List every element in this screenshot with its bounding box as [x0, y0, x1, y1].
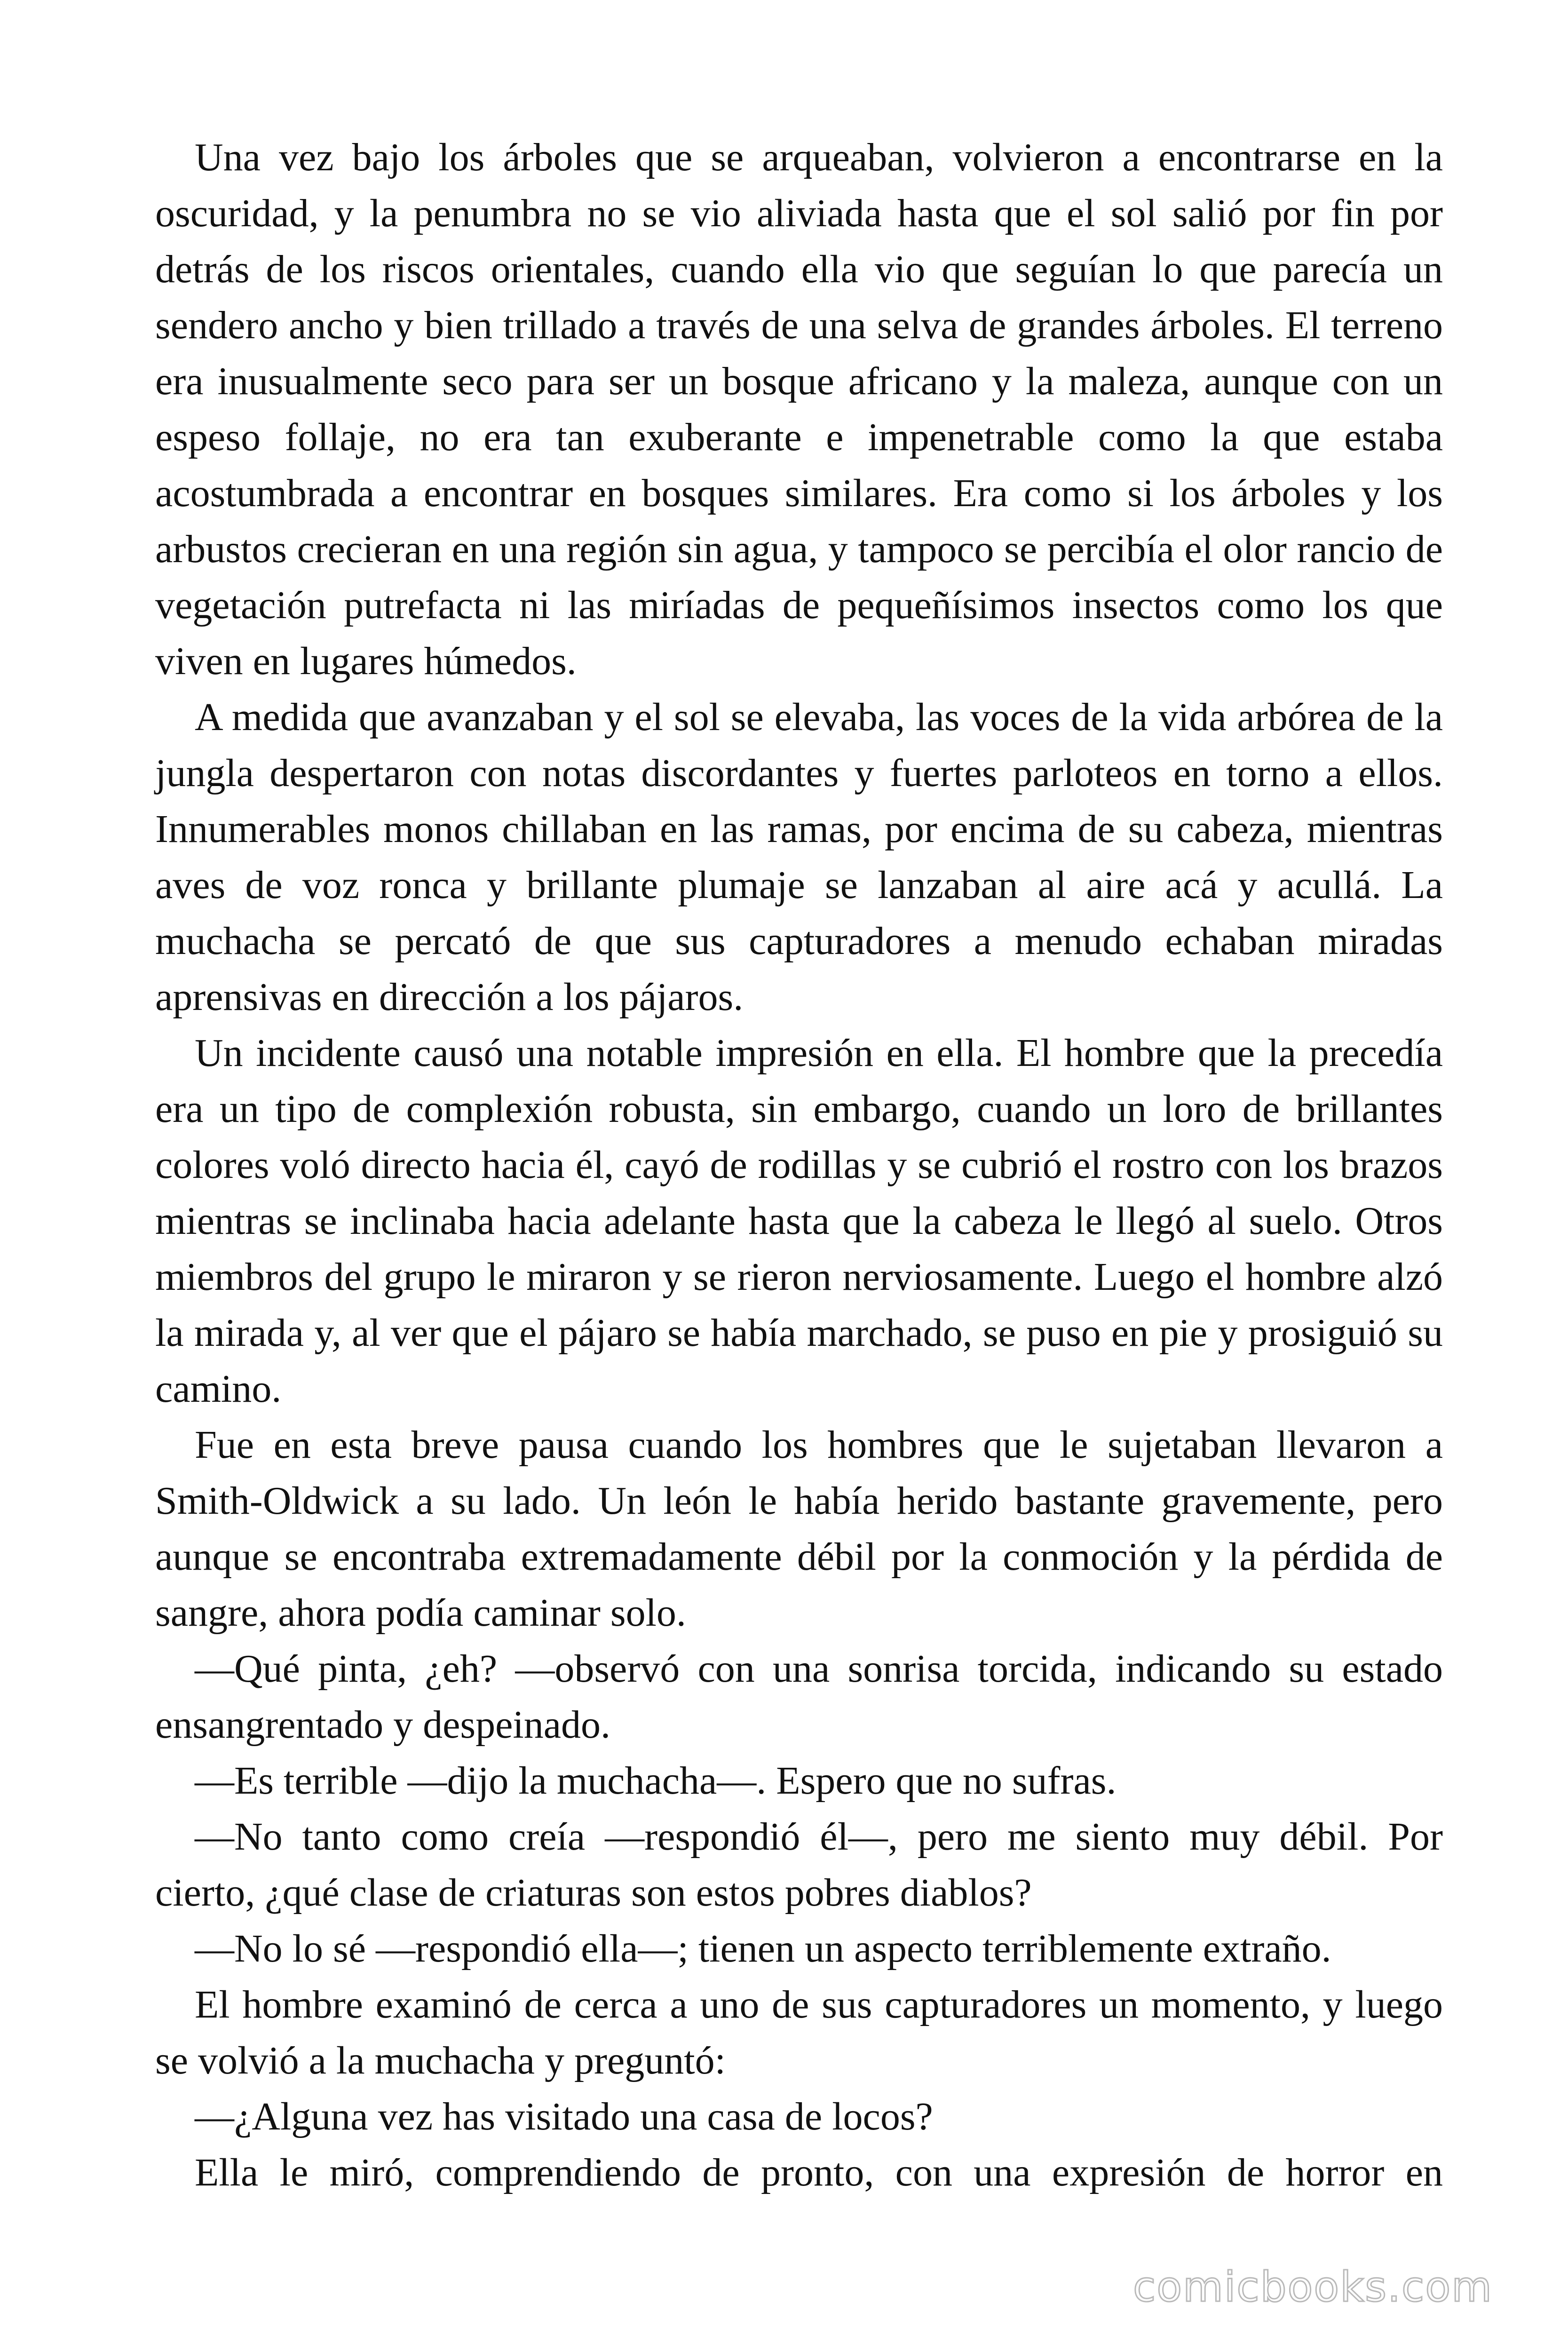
paragraph-6: —Es terrible —dijo la muchacha—. Espero que no sufras.	[195, 1759, 1117, 1803]
paragraph-1: Una vez bajo los árboles que se arqueaban, volvieron a encontrarse en la oscuridad, y la penumbra no se vio aliviada hasta que el sol salió por fin por detrás de los riscos orientales, cuando ella vio que seguían lo que parecía un sendero ancho y bien trillado a través de una selva de grandes árboles. El terreno era inusualmente seco para ser un bosque africano y la maleza, aunque con un espeso follaje, no era tan exuberante e impenetrable como la que estaba acostumbrada a encontrar en bosques similares. Era como si los árboles y los arbustos crecieran en una región sin agua, y tampoco se percibía el olor rancio de vegetación putrefacta ni las miríadas de pequeñísimos insectos como los que viven en lugares húmedos.	[155, 135, 1443, 683]
paragraph-8: —No lo sé —respondió ella—; tienen un aspecto terriblemente extraño.	[195, 1927, 1331, 1971]
body-text	[155, 129, 1443, 2201]
paragraph-5: —Qué pinta, ¿eh? —observó con una sonrisa torcida, indicando su estado ensangrentado y despeinado.	[155, 1647, 1443, 1747]
paragraph-11: Ella le miró, comprendiendo de pronto, con una expresión de horror en	[195, 2151, 1443, 2194]
watermark: comicbooks.com	[1132, 2263, 1493, 2311]
paragraph-2: A medida que avanzaban y el sol se elevaba, las voces de la vida arbórea de la jungla despertaron con notas discordantes y fuertes parloteos en torno a ellos. Innumerables monos chillaban en las ramas, por encima de su cabeza, mientras aves de voz ronca y brillante plumaje se lanzaban al aire acá y acullá. La muchacha se percató de que sus capturadores a menudo echaban miradas aprensivas en dirección a los pájaros.	[155, 695, 1443, 1019]
paragraph-10: —¿Alguna vez has visitado una casa de locos?	[195, 2095, 933, 2138]
paragraph-9: El hombre examinó de cerca a uno de sus capturadores un momento, y luego se volvió a la muchacha y preguntó:	[155, 1983, 1443, 2082]
paragraph-4: Fue en esta breve pausa cuando los hombres que le sujetaban llevaron a Smith-Oldwick a su lado. Un león le había herido bastante gravemente, pero aunque se encontraba extremadamente débil por la conmoción y la pérdida de sangre, ahora podía caminar solo.	[155, 1423, 1443, 1635]
paragraph-3: Un incidente causó una notable impresión en ella. El hombre que la precedía era un tipo de complexión robusta, sin embargo, cuando un loro de brillantes colores voló directo hacia él, cayó de rodillas y se cubrió el rostro con los brazos mientras se inclinaba hacia adelante hasta que la cabeza le llegó al suelo. Otros miembros del grupo le miraron y se rieron nerviosamente. Luego el hombre alzó la mirada y, al ver que el pájaro se había marchado, se puso en pie y prosiguió su camino.	[155, 1031, 1443, 1411]
paragraph-7: —No tanto como creía —respondió él—, pero me siento muy débil. Por cierto, ¿qué clase de criaturas son estos pobres diablos?	[155, 1815, 1443, 1915]
